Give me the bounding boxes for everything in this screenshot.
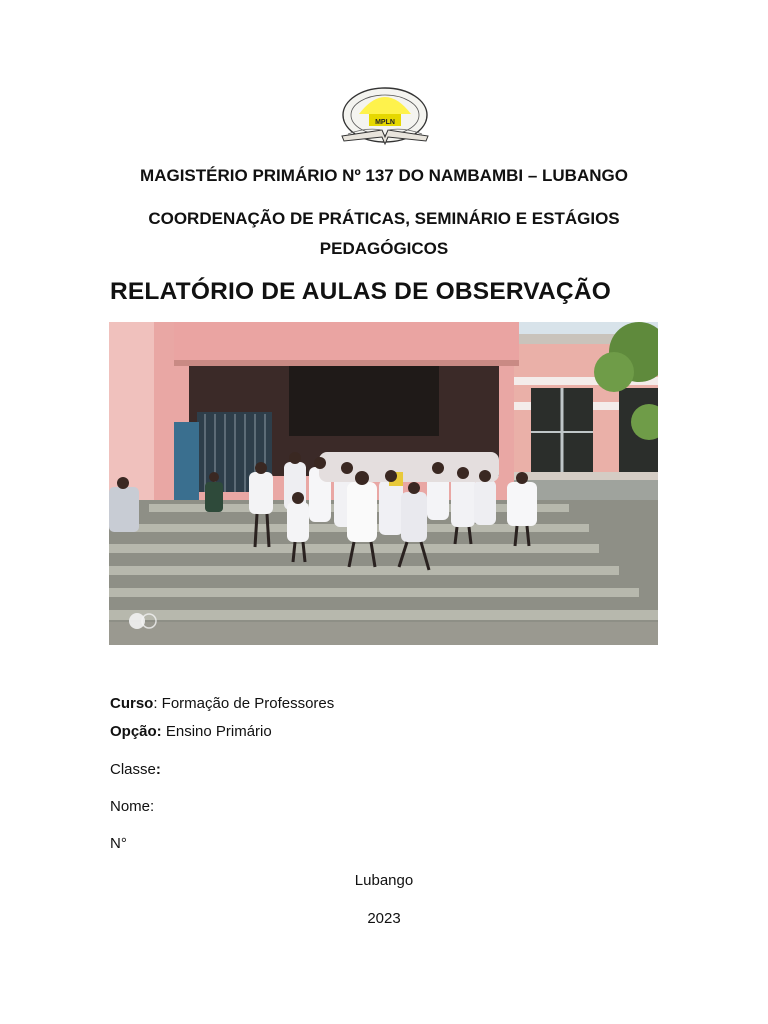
school-seal-logo — [336, 84, 434, 152]
course-value: : Formação de Professores — [153, 695, 335, 712]
svg-text:MPLN: MPLN — [375, 119, 395, 126]
number-field: N° — [110, 835, 127, 852]
course-label: Curso — [110, 695, 154, 712]
year-label: 2023 — [367, 910, 401, 927]
students-group-photo — [109, 322, 658, 645]
class-field — [110, 761, 161, 778]
option-value: Ensino Primário — [161, 723, 272, 740]
institution-heading: MAGISTÉRIO PRIMÁRIO Nº 137 DO NAMBAMBI – LUBANGO — [140, 166, 628, 185]
coordination-heading: COORDENAÇÃO DE PRÁTICAS, SEMINÁRIO E ESTÁGIOS PEDAGÓGICOS — [148, 209, 620, 258]
class-colon: : — [155, 761, 161, 778]
option-field — [110, 723, 272, 740]
city-label: Lubango — [354, 872, 414, 889]
report-title: RELATÓRIO DE AULAS DE OBSERVAÇÃO — [110, 278, 611, 305]
class-label: Classe — [110, 761, 156, 778]
option-label: Opção: — [110, 723, 162, 740]
name-field: Nome: — [110, 798, 155, 815]
course-field — [110, 695, 334, 712]
